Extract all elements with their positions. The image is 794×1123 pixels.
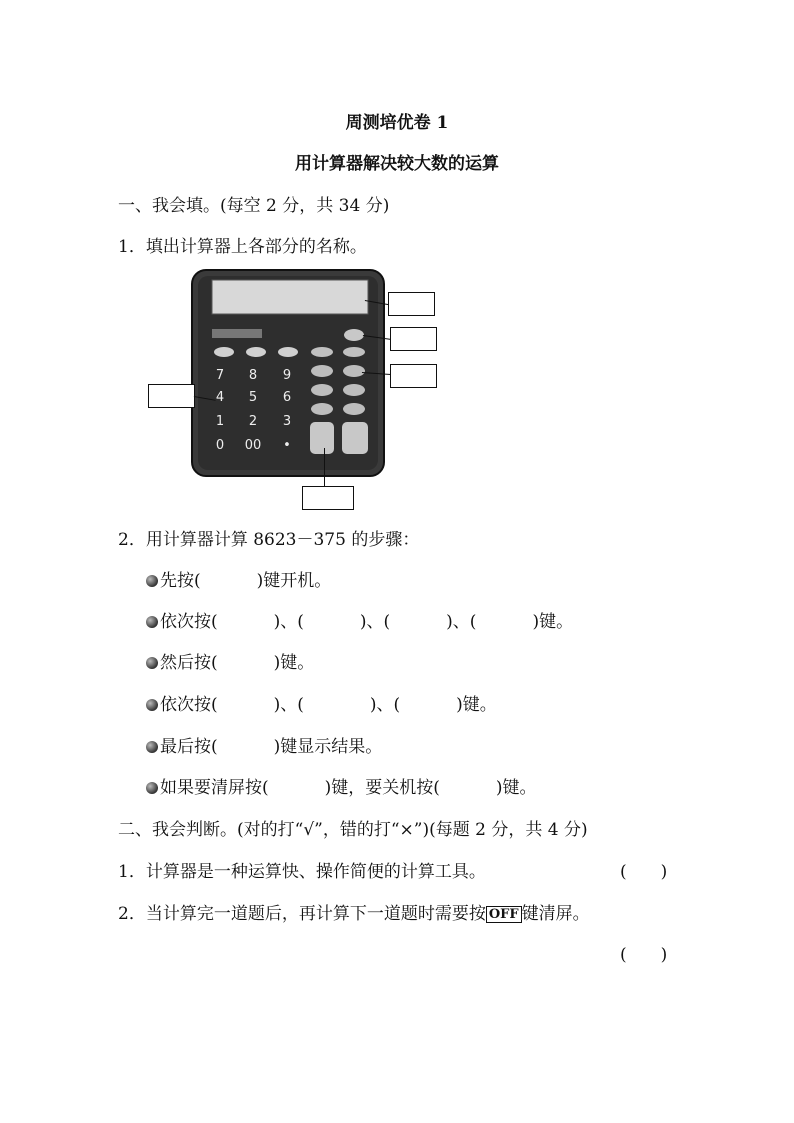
calculator-icon [190, 268, 386, 478]
svg-text:4: 4 [215, 390, 225, 405]
svg-text:2: 2 [248, 414, 258, 429]
svg-text:3: 3 [282, 414, 292, 429]
question-2: 2．用计算器计算 8623－375 的步骤： [118, 530, 420, 550]
svg-text:9: 9 [282, 368, 292, 383]
svg-text:6: 6 [282, 390, 292, 405]
label-box-display[interactable] [388, 292, 435, 316]
question-1: 1．填出计算器上各部分的名称。 [118, 237, 367, 257]
step-2: 依次按( )、( )、( )、( )键。 [146, 607, 573, 632]
step-5: 最后按( )键显示结果。 [146, 732, 382, 757]
off-key-icon: OFF [486, 906, 522, 923]
answer-paren-1[interactable]: ( ) [620, 862, 668, 882]
label-box-on-key[interactable] [390, 327, 437, 351]
judge-2: 2．当计算完一道题后，再计算下一道题时需要按 OFF 键清屏。 [118, 904, 590, 924]
leader-line [324, 448, 325, 486]
step-1: 先按( )键开机。 [146, 566, 331, 591]
page-title: 周测培优卷 1 [345, 113, 449, 133]
svg-text:•: • [283, 438, 291, 453]
calculator-illustration [190, 268, 386, 478]
step-6: 如果要清屏按( )键，要关机按( )键。 [146, 773, 537, 798]
judge-1: 1．计算器是一种运算快、操作简便的计算工具。 [118, 862, 486, 882]
svg-text:0: 0 [215, 438, 225, 453]
bullet-icon [146, 699, 158, 711]
section2-heading: 二、我会判断。(对的打“√”，错的打“×”)(每题 2 分，共 4 分) [118, 820, 588, 840]
step-3: 然后按( )键。 [146, 648, 314, 673]
section1-heading: 一、我会填。(每空 2 分，共 34 分) [118, 196, 390, 216]
bullet-icon [146, 741, 158, 753]
label-box-operator-keys[interactable] [390, 364, 437, 388]
bullet-icon [146, 782, 158, 794]
page-subtitle: 用计算器解决较大数的运算 [295, 154, 499, 174]
step-4: 依次按( )、( )、( )键。 [146, 690, 497, 715]
svg-text:1: 1 [215, 414, 225, 429]
bullet-icon [146, 575, 158, 587]
label-box-equals-key[interactable] [302, 486, 354, 510]
bullet-icon [146, 616, 158, 628]
bullet-icon [146, 657, 158, 669]
svg-text:7: 7 [215, 368, 225, 383]
answer-paren-2[interactable]: ( ) [620, 945, 668, 965]
label-box-digit-keys[interactable] [148, 384, 195, 408]
svg-text:00: 00 [244, 438, 262, 453]
svg-text:5: 5 [248, 390, 258, 405]
svg-text:8: 8 [248, 368, 258, 383]
